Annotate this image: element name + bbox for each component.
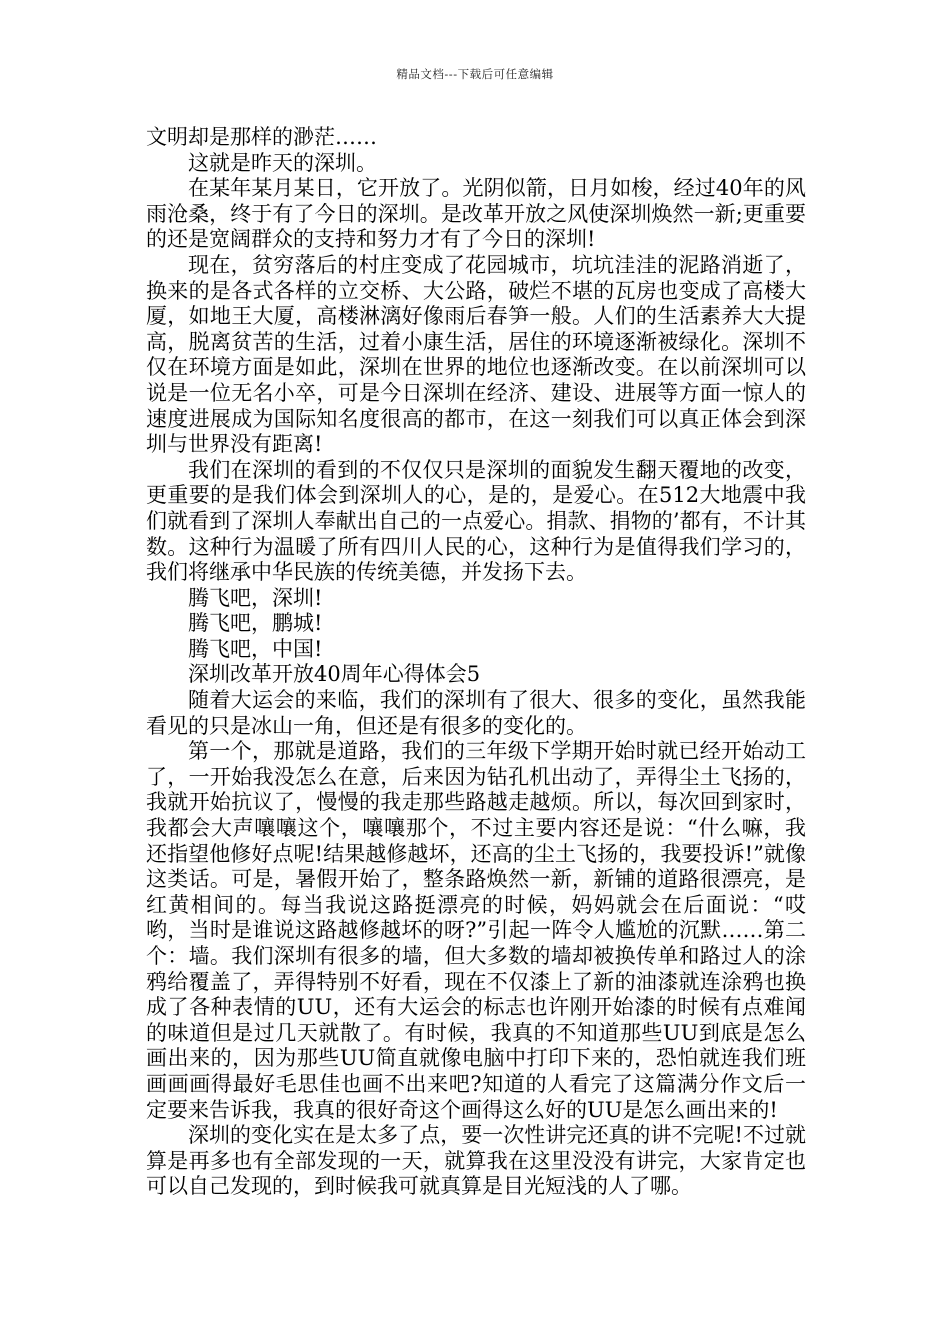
document-body	[146, 125, 806, 1200]
page-header-note: 精品文档---下载后可任意编辑	[396, 67, 554, 81]
paragraph: 这就是昨天的深圳。	[188, 150, 377, 175]
paragraph: 在某年某月某日，它开放了。光阴似箭，日月如梭，经过40年的风雨沧桑，终于有了今日的深圳。是改革开放之风使深圳焕然一新;更重要的还是宽阔群众的支持和努力才有了今日的深圳!	[146, 176, 806, 252]
section-heading: 深圳改革开放40周年心得体会5	[188, 662, 481, 687]
slogan-line: 腾飞吧，鹏城!	[188, 611, 323, 636]
paragraph: 现在，贫穷落后的村庄变成了花园城市，坑坑洼洼的泥路消逝了，换来的是各式各样的立交桥、大公路，破烂不堪的瓦房也变成了高楼大厦，如地王大厦，高楼淋漓好像雨后春笋一般。人们的生活素养大大提高，脱离贫苦的生活，过着小康生活，居住的环境逐渐被绿化。深圳不仅在环境方面是如此，深圳在世界的地位也逐渐改变。在以前深圳可以说是一位无名小卒，可是今日深圳在经济、建设、进展等方面一惊人的速度进展成为国际知名度很高的都市，在这一刻我们可以真正体会到深圳与世界没有距离!	[146, 252, 806, 457]
slogan-line: 腾飞吧，深圳!	[188, 585, 323, 610]
paragraph: 随着大运会的来临，我们的深圳有了很大、很多的变化，虽然我能看见的只是冰山一角，但还是有很多的变化的。	[146, 688, 806, 738]
slogan-line: 腾飞吧，中国!	[188, 636, 323, 661]
paragraph: 第一个，那就是道路，我们的三年级下学期开始时就已经开始动工了，一开始我没怎么在意，后来因为钻孔机出动了，弄得尘土飞扬的，我就开始抗议了，慢慢的我走那些路越走越烦。所以，每次回到家时，我都会大声嚷嚷这个，嚷嚷那个，不过主要内容还是说：“什么嘛，我还指望他修好点呢!结果越修越坏，还高的尘土飞扬的，我要投诉!”就像这类话。可是，暑假开始了，整条路焕然一新，新铺的道路很漂亮，是红黄相间的。每当我说这路挺漂亮的时候，妈妈就会在后面说：“哎哟，当时是谁说这路越修越坏的呀?”引起一阵令人尴尬的沉默……第二个：墙。我们深圳有很多的墙，但大多数的墙却被换传单和路过人的涂鸦给覆盖了，弄得特别不好看，现在不仅漆上了新的油漆就连涂鸦也换成了各种表情的UU，还有大运会的标志也许刚开始漆的时候有点难闻的味道但是过几天就散了。有时候，我真的不知道那些UU到底是怎么画出来的，因为那些UU简直就像电脑中打印下来的，恐怕就连我们班画画画得最好毛思佳也画不出来吧?知道的人看完了这篇满分作文后一定要来告诉我，我真的很好奇这个画得这么好的UU是怎么画出来的!	[146, 739, 806, 1122]
paragraph-continuation: 文明却是那样的渺茫……	[146, 125, 377, 149]
paragraph: 我们在深圳的看到的不仅仅只是深圳的面貌发生翻天覆地的改变，更重要的是我们体会到深圳人的心，是的，是爱心。在512大地震中我们就看到了深圳人奉献出自己的一点爱心。捐款、捐物的’都有，不计其数。这种行为温暖了所有四川人民的心，这种行为是值得我们学习的，我们将继承中华民族的传统美德，并发扬下去。	[146, 457, 806, 585]
paragraph: 深圳的变化实在是太多了点，要一次性讲完还真的讲不完呢!不过就算是再多也有全部发现的一天，就算我在这里没没有讲完，大家肯定也可以自己发现的，到时候我可就真算是目光短浅的人了哪。	[146, 1123, 806, 1199]
